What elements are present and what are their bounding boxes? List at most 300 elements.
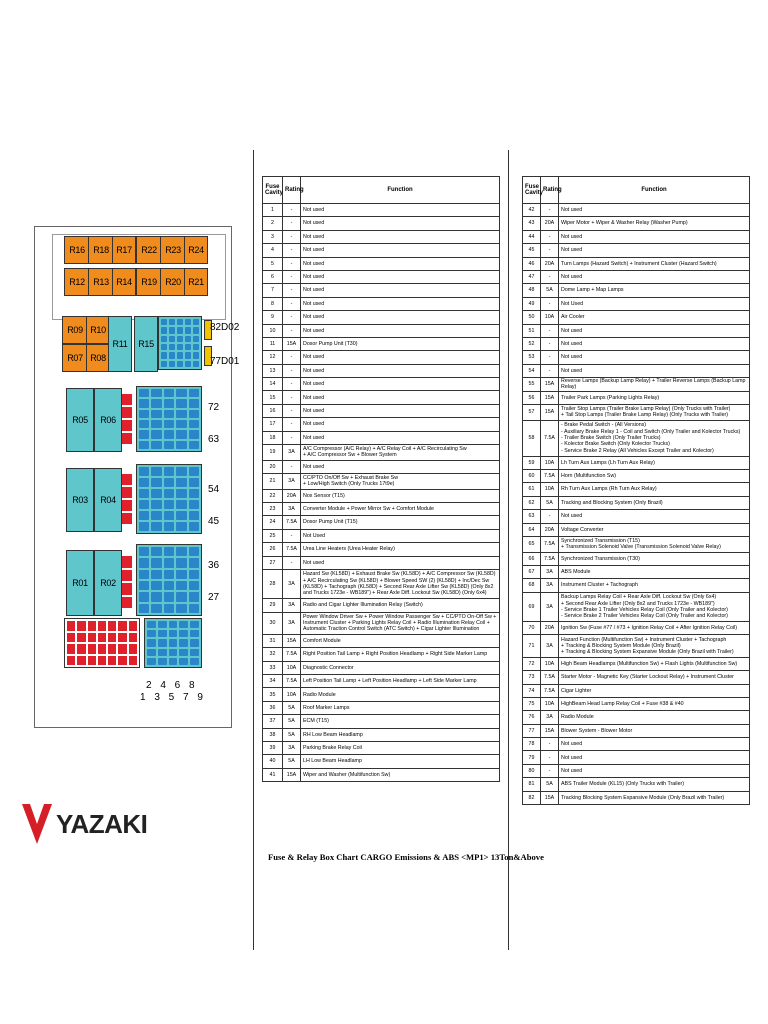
fuse-group-3 xyxy=(136,544,202,616)
rating-cell: - xyxy=(283,460,301,473)
rating-cell: 5A xyxy=(283,755,301,768)
table-row xyxy=(523,405,750,421)
fuse-cavity-cell: 70 xyxy=(523,621,541,634)
function-cell: Not used xyxy=(559,324,750,337)
fuse-cavity-cell: 25 xyxy=(263,529,283,542)
function-cell: Synchronized Transmission (T30) xyxy=(559,552,750,565)
fuse-slot xyxy=(139,489,149,498)
table-row xyxy=(263,599,500,612)
table-row xyxy=(263,230,500,243)
rating-cell: 7.5A xyxy=(541,470,559,483)
fuse-slot xyxy=(193,336,199,342)
rating-cell: 5A xyxy=(283,701,301,714)
rating-cell: - xyxy=(541,364,559,377)
fuse-slot xyxy=(190,621,199,628)
table-row xyxy=(263,445,500,461)
fuse-slot xyxy=(189,489,199,498)
fuse-cavity-cell: 11 xyxy=(263,337,283,350)
fuse-slot xyxy=(158,649,167,656)
rating-cell: 20A xyxy=(541,257,559,270)
rating-cell: 10A xyxy=(541,657,559,670)
table-row xyxy=(263,460,500,473)
relay-r05: R05 xyxy=(66,388,94,452)
fuse-slot xyxy=(177,352,183,358)
fuse-slot xyxy=(164,570,174,579)
table-row xyxy=(523,657,750,670)
fuse-red-block xyxy=(64,618,140,668)
fuse-slot-red xyxy=(88,644,96,654)
fuse-cavity-cell: 5 xyxy=(263,257,283,270)
fuse-cavity-cell: 58 xyxy=(523,420,541,456)
rating-cell: 7.5A xyxy=(541,552,559,565)
fuse-slot xyxy=(189,478,199,487)
bottom-numbers-top: 2 4 6 8 xyxy=(146,680,198,691)
function-cell: Not used xyxy=(559,270,750,283)
fuse-slot-red xyxy=(108,656,116,666)
fuse-slot xyxy=(189,592,199,601)
fuse-cavity-cell: 20 xyxy=(263,460,283,473)
fuse-slot-red xyxy=(108,621,116,631)
rating-cell: 20A xyxy=(283,489,301,502)
fuse-slot xyxy=(161,319,167,325)
table-row xyxy=(263,516,500,529)
fuse-cavity-cell: 60 xyxy=(523,470,541,483)
fuse-slot xyxy=(139,570,149,579)
label-54: 54 xyxy=(208,484,220,495)
fuse-slot xyxy=(164,410,174,418)
function-cell: Converter Module + Power Mirror Sw + Comfort Module xyxy=(301,503,500,516)
fuse-cavity-cell: 7 xyxy=(263,284,283,297)
table-row xyxy=(523,751,750,764)
fuse-slot xyxy=(164,522,174,531)
function-cell: Not used xyxy=(301,204,500,217)
fuse-cavity-cell: 33 xyxy=(263,661,283,674)
fuse-slot xyxy=(139,399,149,407)
yazaki-logo-icon xyxy=(22,804,52,844)
fuse-slot xyxy=(151,500,161,509)
function-cell: Not Used xyxy=(559,297,750,310)
table-row xyxy=(263,634,500,647)
rating-cell: 15A xyxy=(541,405,559,421)
relay-r19: R19 xyxy=(136,268,162,296)
rating-cell: - xyxy=(283,204,301,217)
fuse-slot xyxy=(158,630,167,637)
fuse-slot xyxy=(185,327,191,333)
rating-cell: 15A xyxy=(541,378,559,392)
rating-cell: - xyxy=(541,351,559,364)
fuse-slot xyxy=(179,658,188,665)
function-cell: Not Used xyxy=(301,529,500,542)
fuse-table-1 xyxy=(262,176,500,782)
table-row xyxy=(523,764,750,777)
rating-cell: 7.5A xyxy=(541,671,559,684)
fuse-slot-red xyxy=(98,621,106,631)
relay-r10: R10 xyxy=(86,316,110,344)
rating-cell: - xyxy=(283,324,301,337)
fuse-cavity-cell: 50 xyxy=(523,311,541,324)
function-cell: Not used xyxy=(559,751,750,764)
relay-r18: R18 xyxy=(88,236,114,264)
fuse-cavity-cell: 52 xyxy=(523,337,541,350)
fuse-slot xyxy=(185,352,191,358)
function-cell: Tracking and Blocking System (Only Brazil) xyxy=(559,496,750,509)
function-cell: Backup Lamps Relay Coil + Rear Axle Diff. Lockout Sw (Only 6x4) + Second Rear Axle Lifter (Only 8x2 and Trucks 1723e - WB189") - Service Brake 1 Trailer Vehicles Relay Coil (Only Trailer and Kolector) - Service Brake 2 Trailer Vehicles Relay Coil (Only Trailer and Kolector) xyxy=(559,592,750,621)
relay-r16: R16 xyxy=(64,236,90,264)
fuse-slot xyxy=(151,410,161,418)
fuse-slot xyxy=(176,410,186,418)
function-cell: Not used xyxy=(301,378,500,391)
table-row xyxy=(523,270,750,283)
fuse-slot xyxy=(139,430,149,438)
function-cell: HighBeam Head Lamp Relay Coil + Fuse #38 & #40 xyxy=(559,697,750,710)
table-row xyxy=(263,755,500,768)
rating-cell: - xyxy=(541,230,559,243)
function-cell: Not used xyxy=(301,230,500,243)
table-row xyxy=(263,543,500,556)
function-cell: Wiper and Washer (Multifunction Sw) xyxy=(301,768,500,781)
relay-r09: R09 xyxy=(62,316,88,344)
function-cell: Not used xyxy=(301,311,500,324)
function-cell: Not used xyxy=(301,297,500,310)
rating-cell: 5A xyxy=(541,778,559,791)
relay-r01: R01 xyxy=(66,550,94,616)
fuse-slot xyxy=(164,467,174,476)
fuse-cavity-cell: 19 xyxy=(263,445,283,461)
table-row xyxy=(523,635,750,657)
function-cell: Not used xyxy=(301,284,500,297)
fuse-slot xyxy=(177,327,183,333)
fuse-cavity-cell: 14 xyxy=(263,378,283,391)
fuse-cavity-cell: 78 xyxy=(523,738,541,751)
function-cell: Cigar Lighter xyxy=(559,684,750,697)
relay-r07: R07 xyxy=(62,344,88,372)
table-row xyxy=(263,661,500,674)
fuse-slot xyxy=(179,649,188,656)
fuse-slot xyxy=(164,558,174,567)
fuse-slot xyxy=(189,430,199,438)
header-function: Function xyxy=(559,177,750,204)
table-row xyxy=(263,217,500,230)
fuse-slot-red xyxy=(118,633,126,643)
rating-cell: - xyxy=(283,404,301,417)
fuse-slot xyxy=(161,327,167,333)
fuse-slot xyxy=(139,500,149,509)
rating-cell: 3A xyxy=(283,599,301,612)
fuse-slot xyxy=(139,511,149,520)
fuse-slot xyxy=(185,319,191,325)
table-row xyxy=(263,364,500,377)
fuse-cavity-cell: 77 xyxy=(523,724,541,737)
fuse-slot-red xyxy=(108,633,116,643)
table-row xyxy=(523,565,750,578)
fuse-cavity-cell: 68 xyxy=(523,579,541,592)
function-cell: ABS Trailer Module (KL15) (Only Trucks with Trailer) xyxy=(559,778,750,791)
fuse-cavity-cell: 24 xyxy=(263,516,283,529)
table-row xyxy=(523,483,750,496)
fuse-slot-red xyxy=(88,656,96,666)
rating-cell: 20A xyxy=(541,217,559,230)
fuse-cavity-cell: 18 xyxy=(263,431,283,444)
table-row xyxy=(263,742,500,755)
rating-cell: - xyxy=(283,270,301,283)
fuse-cavity-cell: 8 xyxy=(263,297,283,310)
fuse-slot xyxy=(189,558,199,567)
fuse-slot xyxy=(169,639,178,646)
fuse-slot-red xyxy=(77,633,85,643)
relay-r03: R03 xyxy=(66,468,94,532)
table-row xyxy=(263,768,500,781)
function-cell: LH Low Beam Headlamp xyxy=(301,755,500,768)
fuse-slot xyxy=(193,319,199,325)
fuse-slot-red xyxy=(98,633,106,643)
fuse-slot xyxy=(176,581,186,590)
fuse-cavity-cell: 1 xyxy=(263,204,283,217)
table-row xyxy=(263,244,500,257)
rating-cell: - xyxy=(283,244,301,257)
bottom-numbers-bottom: 1 3 5 7 9 xyxy=(140,692,206,703)
fuse-cavity-cell: 79 xyxy=(523,751,541,764)
fuse-slot xyxy=(161,344,167,350)
right-divider-line xyxy=(508,150,509,950)
table-row xyxy=(263,404,500,417)
function-cell: ABS Module xyxy=(559,565,750,578)
table-row xyxy=(523,297,750,310)
table-row xyxy=(523,510,750,523)
table-row xyxy=(263,257,500,270)
relay-r17: R17 xyxy=(112,236,136,264)
fuse-cavity-cell: 72 xyxy=(523,657,541,670)
rating-cell: - xyxy=(283,364,301,377)
fuse-cavity-cell: 76 xyxy=(523,711,541,724)
fuse-cavity-cell: 30 xyxy=(263,612,283,634)
table-row xyxy=(523,217,750,230)
label-63: 63 xyxy=(208,434,220,445)
fuse-slot xyxy=(139,547,149,556)
function-cell: Dosor Pump Unit (T15) xyxy=(301,516,500,529)
rating-cell: - xyxy=(541,324,559,337)
fuse-slot xyxy=(185,344,191,350)
fuse-slot xyxy=(139,389,149,397)
fuse-slot xyxy=(169,649,178,656)
fuse-slot xyxy=(164,420,174,428)
fuse-cavity-cell: 41 xyxy=(263,768,283,781)
function-cell: Radio Module xyxy=(301,688,500,701)
fuse-slot xyxy=(169,621,178,628)
fuse-slot xyxy=(139,410,149,418)
rating-cell: 10A xyxy=(283,661,301,674)
function-cell: CC/PTO On/Off Sw + Exhaust Brake Sw + Low/High Switch (Only Trucks 17t9e) xyxy=(301,474,500,490)
rating-cell: 3A xyxy=(283,474,301,490)
function-cell: Not used xyxy=(301,270,500,283)
table-row xyxy=(523,537,750,553)
rating-cell: 5A xyxy=(283,728,301,741)
fuse-slot xyxy=(161,352,167,358)
function-cell: Not used xyxy=(559,764,750,777)
function-cell: Not used xyxy=(559,351,750,364)
function-cell: Nox Sensor (T15) xyxy=(301,489,500,502)
function-cell: Parking Brake Relay Coil xyxy=(301,742,500,755)
table-row xyxy=(263,204,500,217)
rating-cell: 7.5A xyxy=(541,537,559,553)
fuse-cavity-cell: 63 xyxy=(523,510,541,523)
rating-cell: 15A xyxy=(283,337,301,350)
rating-cell: - xyxy=(541,738,559,751)
table-row xyxy=(523,496,750,509)
table-row xyxy=(523,324,750,337)
fuse-slot xyxy=(189,570,199,579)
rating-cell: - xyxy=(541,337,559,350)
table-row xyxy=(523,523,750,536)
fuse-cavity-cell: 51 xyxy=(523,324,541,337)
fuse-cavity-cell: 59 xyxy=(523,456,541,469)
fuse-slot xyxy=(177,361,183,367)
rating-cell: 10A xyxy=(541,697,559,710)
fuse-red-column-3 xyxy=(122,556,132,608)
function-cell: Not used xyxy=(301,257,500,270)
rating-cell: 3A xyxy=(541,711,559,724)
fuse-table-2 xyxy=(522,176,750,805)
rating-cell: 10A xyxy=(541,311,559,324)
relay-r15: R15 xyxy=(134,316,158,372)
function-cell: Not used xyxy=(301,418,500,431)
fuse-slot xyxy=(151,511,161,520)
rating-cell: 7.5A xyxy=(283,675,301,688)
relay-r08: R08 xyxy=(86,344,110,372)
relay-r24: R24 xyxy=(184,236,208,264)
fuse-slot xyxy=(185,361,191,367)
fuse-slot xyxy=(139,581,149,590)
table-row xyxy=(263,612,500,634)
table-row xyxy=(263,556,500,569)
fuse-slot xyxy=(164,511,174,520)
fuse-slot-red xyxy=(118,656,126,666)
function-cell: Voltage Converter xyxy=(559,523,750,536)
rating-cell: 3A xyxy=(541,635,559,657)
fuse-slot xyxy=(169,336,175,342)
function-cell: Instrument Cluster + Tachograph xyxy=(559,579,750,592)
function-cell: Rh Turn Aux Lamps (Rh Turn Aux Relay) xyxy=(559,483,750,496)
fuse-slot xyxy=(193,361,199,367)
rating-cell: - xyxy=(283,217,301,230)
table-row xyxy=(523,391,750,404)
label-82: 82 xyxy=(210,322,222,333)
fuse-cavity-cell: 32 xyxy=(263,648,283,661)
fuse-slot xyxy=(139,467,149,476)
rating-cell: 15A xyxy=(283,634,301,647)
fuse-cavity-cell: 35 xyxy=(263,688,283,701)
table-row xyxy=(523,579,750,592)
function-cell: Left Position Tail Lamp + Left Position Headlamp + Left Side Marker Lamp xyxy=(301,675,500,688)
fuse-cavity-cell: 21 xyxy=(263,474,283,490)
relay-r21: R21 xyxy=(184,268,208,296)
fuse-slot xyxy=(169,361,175,367)
rating-cell: - xyxy=(283,418,301,431)
table-row xyxy=(523,711,750,724)
rating-cell: - xyxy=(283,378,301,391)
rating-cell: - xyxy=(541,204,559,217)
fuse-cavity-cell: 65 xyxy=(523,537,541,553)
fuse-cavity-cell: 62 xyxy=(523,496,541,509)
fuse-slot xyxy=(147,630,156,637)
fuse-box-diagram xyxy=(28,218,240,738)
fuse-slot xyxy=(147,658,156,665)
fuse-slot xyxy=(164,478,174,487)
function-cell: Diagnostic Connector xyxy=(301,661,500,674)
fuse-slot xyxy=(169,319,175,325)
label-d01: D01 xyxy=(221,356,240,367)
fuse-cavity-cell: 31 xyxy=(263,634,283,647)
fuse-slot xyxy=(164,389,174,397)
label-d02: D02 xyxy=(221,322,240,333)
table-row xyxy=(523,592,750,621)
fuse-slot-red xyxy=(129,656,137,666)
fuse-slot xyxy=(164,547,174,556)
table-row xyxy=(263,337,500,350)
function-cell: Turn Lamps (Hazard Switch) + Instrument Cluster (Hazard Switch) xyxy=(559,257,750,270)
relay-r20: R20 xyxy=(160,268,186,296)
rating-cell: - xyxy=(283,556,301,569)
fuse-cavity-cell: 74 xyxy=(523,684,541,697)
fuse-slot xyxy=(161,336,167,342)
rating-cell: 7.5A xyxy=(541,420,559,456)
table-row xyxy=(263,529,500,542)
fuse-cavity-cell: 44 xyxy=(523,230,541,243)
fuse-slot xyxy=(164,604,174,613)
fuse-slot xyxy=(176,500,186,509)
label-72: 72 xyxy=(208,402,220,413)
fuse-slot xyxy=(189,581,199,590)
function-cell: Not used xyxy=(301,351,500,364)
fuse-slot xyxy=(176,489,186,498)
fuse-slot xyxy=(158,658,167,665)
table-row xyxy=(263,431,500,444)
function-cell: Not used xyxy=(301,556,500,569)
function-cell: Not used xyxy=(301,404,500,417)
function-cell: Trailer Stop Lamps (Trailer Brake Lamp Relay) (Only Trucks with Trailer) + Tail Stop Lamps (Trailer Brake Lamp Relay) (Only Trucks with Trailer) xyxy=(559,405,750,421)
fuse-slot xyxy=(176,592,186,601)
rating-cell: - xyxy=(541,510,559,523)
function-cell: Not used xyxy=(559,244,750,257)
fuse-slot xyxy=(164,430,174,438)
table-row xyxy=(523,456,750,469)
function-cell: Not used xyxy=(559,230,750,243)
table-row xyxy=(523,552,750,565)
function-cell: Radio and Cigar Lighter Illumination Relay (Switch) xyxy=(301,599,500,612)
function-cell: Not used xyxy=(559,738,750,751)
fuse-slot-red xyxy=(67,644,75,654)
fuse-cavity-cell: 53 xyxy=(523,351,541,364)
fuse-slot xyxy=(151,558,161,567)
fuse-group-top xyxy=(158,316,202,370)
header-fuse-cavity: Fuse Cavity xyxy=(523,177,541,204)
fuse-slot-red xyxy=(129,633,137,643)
function-cell: Horn (Multifunction Sw) xyxy=(559,470,750,483)
fuse-slot xyxy=(179,630,188,637)
fuse-slot xyxy=(189,511,199,520)
fuse-slot-red xyxy=(129,644,137,654)
table-row xyxy=(523,284,750,297)
table-row xyxy=(523,420,750,456)
fuse-slot xyxy=(176,389,186,397)
fuse-slot-red xyxy=(118,621,126,631)
relay-r02: R02 xyxy=(94,550,122,616)
fuse-slot xyxy=(176,478,186,487)
rating-cell: 3A xyxy=(541,579,559,592)
table-row xyxy=(263,569,500,598)
function-cell: Not used xyxy=(301,460,500,473)
header-rating: Rating xyxy=(283,177,301,204)
fuse-slot xyxy=(169,658,178,665)
